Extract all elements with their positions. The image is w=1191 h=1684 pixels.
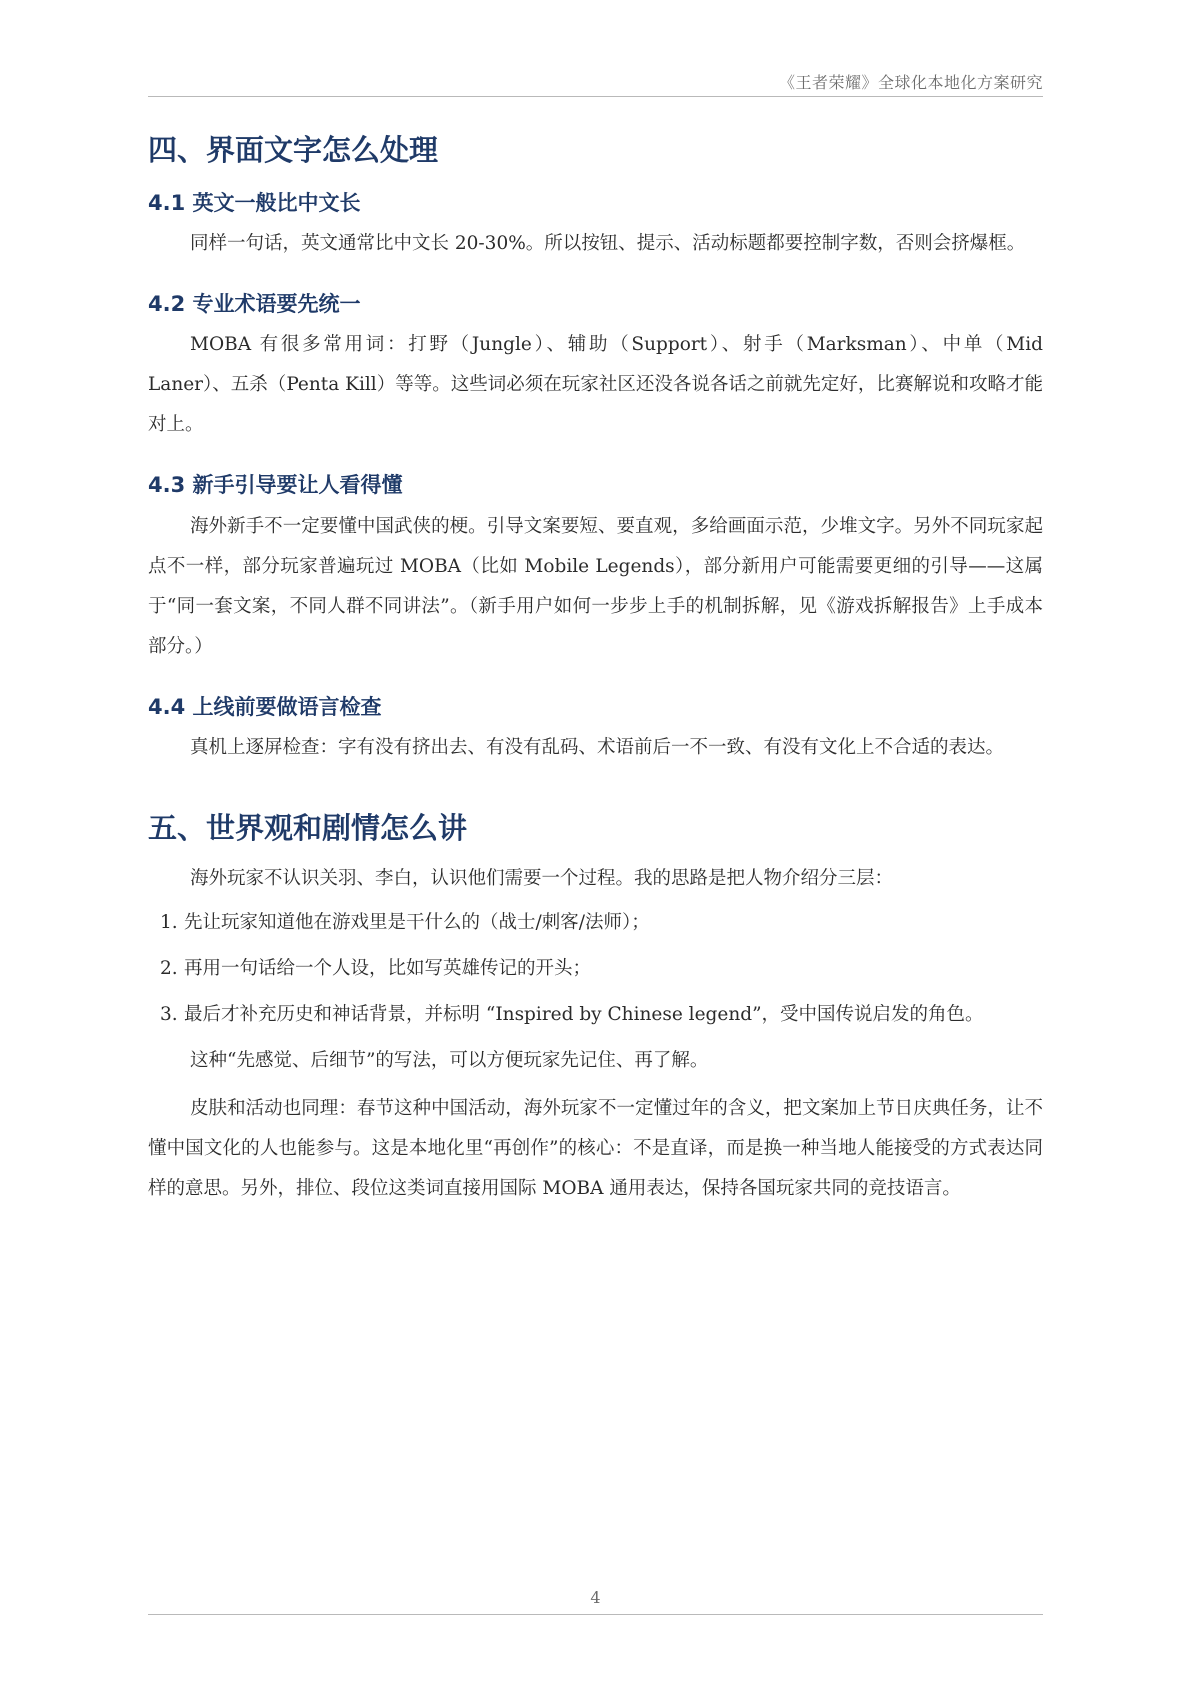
subsection-4-2-heading: 4.2 专业术语要先统一	[148, 291, 361, 316]
character-intro-layers-list	[148, 903, 1043, 1035]
list-item-text: 最后才补充历史和神话背景，并标明 “Inspired by Chinese legend”，受中国传说启发的角色。	[184, 1003, 984, 1025]
page-number: 4	[590, 1588, 601, 1607]
list-item	[148, 949, 1043, 989]
list-item-text: 先让玩家知道他在游戏里是干什么的（战士/刺客/法师）；	[184, 911, 650, 933]
section-5-paragraph-1: 这种“先感觉、后细节”的写法，可以方便玩家先记住、再了解。	[190, 1049, 709, 1071]
subsection-4-4-body: 真机上逐屏检查：字有没有挤出去、有没有乱码、术语前后一不一致、有没有文化上不合适的表达。	[190, 737, 1005, 759]
section-5-title: 五、世界观和剧情怎么讲	[148, 811, 468, 846]
list-item-text: 再用一句话给一个人设，比如写英雄传记的开头；	[184, 957, 592, 979]
subsection-4-3-body: 海外新手不一定要懂中国武侠的梗。引导文案要短、要直观，多给画面示范，少堆文字。另外不同玩家起点不一样，部分玩家普遍玩过 MOBA（比如 Mobile Legends），部分新用户可能需要更细的引导——这属于“同一套文案，不同人群不同讲法”。（新手用户如何一步步上手的机制拆解，见《游戏拆解报告》上手成本部分。）	[148, 515, 1043, 657]
section-5-paragraph-2: 皮肤和活动也同理：春节这种中国活动，海外玩家不一定懂过年的含义，把文案加上节日庆典任务，让不懂中国文化的人也能参与。这是本地化里“再创作”的核心：不是直译，而是换一种当地人能接受的方式表达同样的意思。另外，排位、段位这类词直接用国际 MOBA 通用表达，保持各国玩家共同的竞技语言。	[148, 1097, 1043, 1199]
list-item-number: 3.	[160, 1003, 178, 1025]
list-item-number: 2.	[160, 957, 178, 979]
list-item-number: 1.	[160, 911, 178, 933]
subsection-4-1-body: 同样一句话，英文通常比中文长 20-30%。所以按钮、提示、活动标题都要控制字数，否则会挤爆框。	[190, 232, 1026, 254]
page-content	[148, 130, 1043, 1209]
section-4-title: 四、界面文字怎么处理	[148, 133, 439, 167]
list-item	[148, 903, 1043, 943]
subsection-4-4-heading: 4.4 上线前要做语言检查	[148, 694, 382, 719]
running-header: 《王者荣耀》全球化本地化方案研究	[778, 73, 1043, 92]
section-5-intro: 海外玩家不认识关羽、李白，认识他们需要一个过程。我的思路是把人物介绍分三层：	[190, 867, 894, 889]
list-item	[148, 995, 1043, 1035]
header-divider	[148, 96, 1043, 97]
subsection-4-2-body: MOBA 有很多常用词：打野（Jungle）、辅助（Support）、射手（Marksman）、中单（Mid Laner）、五杀（Penta Kill）等等。这些词必须在玩家社区还没各说各话之前就先定好，比赛解说和攻略才能对上。	[148, 334, 1043, 436]
subsection-4-1-heading: 4.1 英文一般比中文长	[148, 190, 361, 215]
footer-divider	[148, 1614, 1043, 1615]
subsection-4-3-heading: 4.3 新手引导要让人看得懂	[148, 473, 403, 498]
